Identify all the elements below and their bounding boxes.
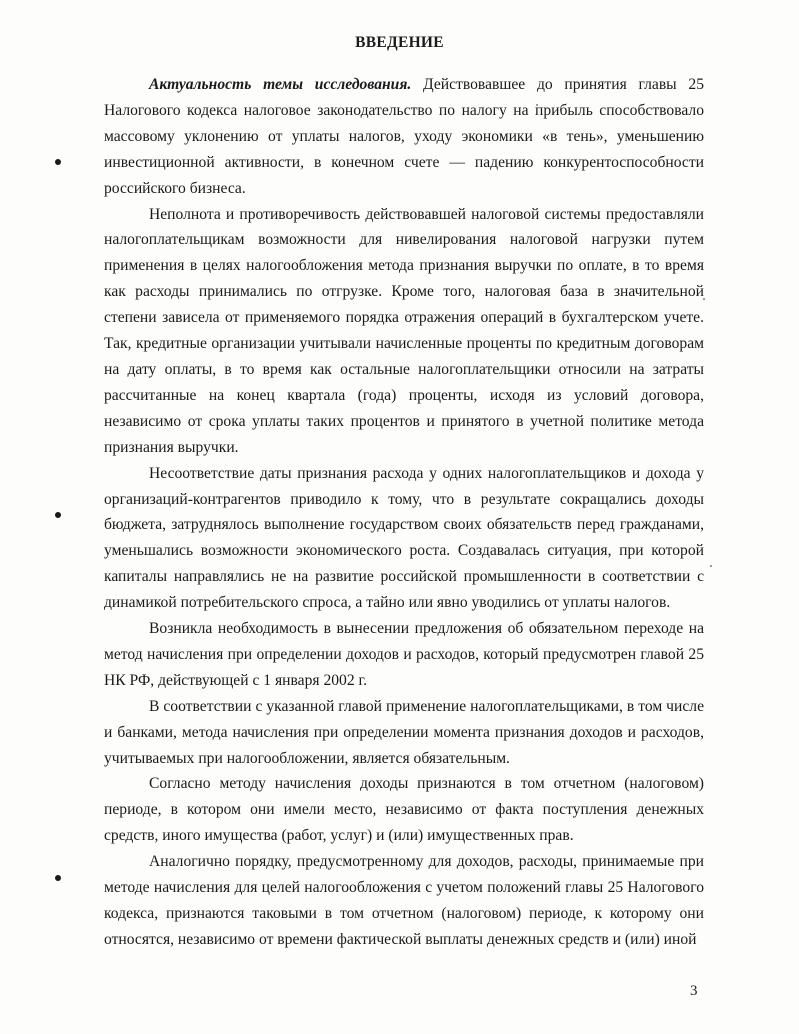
document-heading: ВВЕДЕНИЕ [355,34,444,51]
paragraph-relevance [104,72,704,202]
scan-speck [710,565,712,567]
paragraph: В соответствии с указанной главой применение налогоплательщиками, в том числе и банками, метода начисления при определении момента признания доходов и расходов, учитываемых при налогообложении, является обязательным. [104,697,704,767]
paragraph-text: Действовавшее до принятия главы 25 Налогового кодекса налоговое законодательство по налогу на прибыль способствовало массовому уклонению от уплаты налогов, уходу экономики «в тень», уменьшению инвестиционной активности, в конечном счете — падению конкурентоспособности российского бизнеса. [104,76,704,197]
page-number: 3 [690,983,698,999]
paragraph-lead: Актуальность темы исследования. [149,76,412,93]
binding-hole-mark [55,159,61,165]
paragraph: Аналогично порядку, предусмотренному для доходов, расходы, принимаемые при методе начисления для целей налогообложения с учетом положений главы 25 Налогового кодекса, признаются таковыми в том отчетном (налоговом) периоде, к которому они относятся, независимо от времени фактической выплаты денежных средств и (или) иной [104,853,704,948]
paragraph: Несоответствие даты признания расхода у одних налогоплательщиков и дохода у организаций-контрагентов приводило к тому, что в результате сокращались доходы бюджета, затруднялось выполнение государством своих обязательств перед гражданами, уменьшались возможности экономического роста. Создавалась ситуация, при которой капиталы направлялись не на развитие российской промышленности в соответствии с динамикой потребительского спроса, а тайно или явно уводились от уплаты налогов. [104,464,704,612]
paragraph: Согласно методу начисления доходы признаются в том отчетном (налоговом) периоде, в котором они имели место, независимо от факта поступления денежных средств, иного имущества (работ, услуг) и (или) имущественных прав. [104,775,704,845]
document-body [104,72,704,953]
paragraph: Возникла необходимость в вынесении предложения об обязательном переходе на метод начисления при определении доходов и расходов, который предусмотрен главой 25 НК РФ, действующей с 1 января 2002 г. [104,620,704,689]
paragraph: Неполнота и противоречивость действовавшей налоговой системы предоставляли налогоплательщикам возможности для нивелирования налоговой нагрузки путем применения в целях налогообложения метода признания выручки по оплате, в то время как расходы принимались по отгрузке. Кроме того, налоговая база в значительной степени зависела от применяемого порядка отражения операций в бухгалтерском учете. Так, кредитные организации учитывали начисленные проценты по кредитным договорам на дату оплаты, в то время как остальные налогоплательщики относили на затраты рассчитанные на конец квартала (года) проценты, исходя из условий договора, независимо от срока уплаты таких процентов и принятого в учетной политике метода признания выручки. [104,205,704,456]
binding-hole-mark [55,512,61,518]
binding-hole-mark [55,875,61,881]
